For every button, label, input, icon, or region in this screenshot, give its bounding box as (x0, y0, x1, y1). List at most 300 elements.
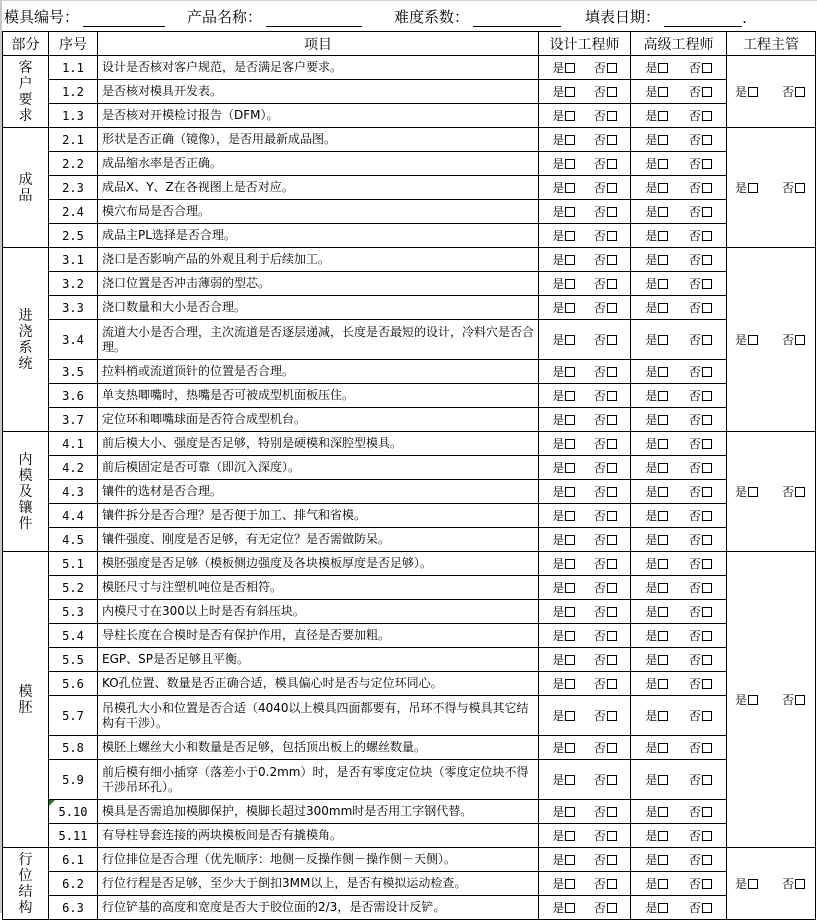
checkbox-icon[interactable] (658, 679, 668, 689)
checkbox-icon[interactable] (702, 303, 712, 313)
checkbox-icon[interactable] (702, 711, 712, 721)
checkbox-icon[interactable] (607, 439, 617, 449)
checkbox-icon[interactable] (607, 367, 617, 377)
designer-yes-option[interactable] (552, 275, 575, 292)
checkbox-icon[interactable] (702, 855, 712, 865)
checkbox-icon[interactable] (607, 775, 617, 785)
checkbox-icon[interactable] (565, 607, 575, 617)
designer-yes-option[interactable] (552, 507, 575, 524)
senior-yes-option[interactable] (645, 555, 668, 572)
senior-no-option[interactable] (689, 851, 712, 868)
senior-no-option[interactable] (689, 299, 712, 316)
checkbox-icon[interactable] (702, 391, 712, 401)
manager-no-option[interactable] (782, 483, 805, 500)
checkbox-icon[interactable] (565, 335, 575, 345)
senior-no-option[interactable] (689, 363, 712, 380)
designer-yes-option[interactable] (552, 803, 575, 820)
checkbox-icon[interactable] (607, 135, 617, 145)
checkbox-icon[interactable] (565, 903, 575, 913)
checkbox-icon[interactable] (565, 367, 575, 377)
checkbox-icon[interactable] (565, 487, 575, 497)
checkbox-icon[interactable] (565, 159, 575, 169)
checkbox-icon[interactable] (702, 87, 712, 97)
checkbox-icon[interactable] (658, 903, 668, 913)
checkbox-icon[interactable] (607, 631, 617, 641)
designer-yes-option[interactable] (552, 603, 575, 620)
designer-no-option[interactable] (594, 531, 617, 548)
senior-yes-option[interactable] (645, 627, 668, 644)
senior-yes-option[interactable] (645, 179, 668, 196)
checkbox-icon[interactable] (607, 583, 617, 593)
checkbox-icon[interactable] (565, 87, 575, 97)
checkbox-icon[interactable] (702, 135, 712, 145)
designer-yes-option[interactable] (552, 827, 575, 844)
senior-no-option[interactable] (689, 875, 712, 892)
checkbox-icon[interactable] (565, 743, 575, 753)
checkbox-icon[interactable] (702, 559, 712, 569)
senior-no-option[interactable] (689, 131, 712, 148)
checkbox-icon[interactable] (702, 463, 712, 473)
designer-no-option[interactable] (594, 179, 617, 196)
checkbox-icon[interactable] (658, 879, 668, 889)
checkbox-icon[interactable] (658, 303, 668, 313)
designer-yes-option[interactable] (552, 851, 575, 868)
checkbox-icon[interactable] (702, 807, 712, 817)
checkbox-icon[interactable] (702, 367, 712, 377)
manager-no-option[interactable] (782, 691, 805, 708)
designer-yes-option[interactable] (552, 771, 575, 788)
checkbox-icon[interactable] (607, 463, 617, 473)
senior-yes-option[interactable] (645, 59, 668, 76)
senior-yes-option[interactable] (645, 131, 668, 148)
checkbox-icon[interactable] (658, 279, 668, 289)
checkbox-icon[interactable] (658, 255, 668, 265)
checkbox-icon[interactable] (658, 583, 668, 593)
checkbox-icon[interactable] (702, 583, 712, 593)
checkbox-icon[interactable] (565, 463, 575, 473)
mold-number-input[interactable] (83, 10, 165, 27)
checkbox-icon[interactable] (565, 583, 575, 593)
checkbox-icon[interactable] (565, 711, 575, 721)
checkbox-icon[interactable] (607, 743, 617, 753)
designer-no-option[interactable] (594, 803, 617, 820)
checkbox-icon[interactable] (795, 335, 805, 345)
senior-yes-option[interactable] (645, 331, 668, 348)
checkbox-icon[interactable] (702, 655, 712, 665)
designer-no-option[interactable] (594, 435, 617, 452)
senior-no-option[interactable] (689, 579, 712, 596)
designer-yes-option[interactable] (552, 131, 575, 148)
senior-no-option[interactable] (689, 275, 712, 292)
senior-no-option[interactable] (689, 227, 712, 244)
senior-no-option[interactable] (689, 739, 712, 756)
checkbox-icon[interactable] (607, 159, 617, 169)
senior-yes-option[interactable] (645, 299, 668, 316)
checkbox-icon[interactable] (658, 855, 668, 865)
checkbox-icon[interactable] (565, 63, 575, 73)
checkbox-icon[interactable] (607, 807, 617, 817)
senior-yes-option[interactable] (645, 603, 668, 620)
senior-no-option[interactable] (689, 675, 712, 692)
designer-no-option[interactable] (594, 411, 617, 428)
designer-no-option[interactable] (594, 155, 617, 172)
checkbox-icon[interactable] (702, 159, 712, 169)
designer-yes-option[interactable] (552, 331, 575, 348)
checkbox-icon[interactable] (658, 607, 668, 617)
designer-no-option[interactable] (594, 899, 617, 916)
checkbox-icon[interactable] (565, 231, 575, 241)
checkbox-icon[interactable] (607, 303, 617, 313)
checkbox-icon[interactable] (565, 439, 575, 449)
checkbox-icon[interactable] (565, 879, 575, 889)
manager-yes-option[interactable] (735, 83, 758, 100)
checkbox-icon[interactable] (748, 87, 758, 97)
checkbox-icon[interactable] (658, 135, 668, 145)
checkbox-icon[interactable] (658, 183, 668, 193)
designer-no-option[interactable] (594, 675, 617, 692)
senior-yes-option[interactable] (645, 459, 668, 476)
checkbox-icon[interactable] (658, 335, 668, 345)
checkbox-icon[interactable] (702, 831, 712, 841)
senior-yes-option[interactable] (645, 363, 668, 380)
senior-yes-option[interactable] (645, 851, 668, 868)
designer-no-option[interactable] (594, 739, 617, 756)
checkbox-icon[interactable] (565, 831, 575, 841)
checkbox-icon[interactable] (565, 135, 575, 145)
senior-no-option[interactable] (689, 387, 712, 404)
designer-no-option[interactable] (594, 275, 617, 292)
checkbox-icon[interactable] (607, 183, 617, 193)
checkbox-icon[interactable] (565, 111, 575, 121)
checkbox-icon[interactable] (658, 511, 668, 521)
designer-yes-option[interactable] (552, 203, 575, 220)
senior-no-option[interactable] (689, 251, 712, 268)
checkbox-icon[interactable] (658, 207, 668, 217)
checkbox-icon[interactable] (565, 631, 575, 641)
designer-no-option[interactable] (594, 771, 617, 788)
checkbox-icon[interactable] (607, 487, 617, 497)
checkbox-icon[interactable] (748, 879, 758, 889)
checkbox-icon[interactable] (702, 631, 712, 641)
senior-no-option[interactable] (689, 651, 712, 668)
senior-no-option[interactable] (689, 899, 712, 916)
senior-yes-option[interactable] (645, 435, 668, 452)
checkbox-icon[interactable] (702, 743, 712, 753)
senior-yes-option[interactable] (645, 579, 668, 596)
manager-no-option[interactable] (782, 875, 805, 892)
senior-yes-option[interactable] (645, 827, 668, 844)
checkbox-icon[interactable] (702, 775, 712, 785)
checkbox-icon[interactable] (702, 903, 712, 913)
checkbox-icon[interactable] (565, 807, 575, 817)
senior-yes-option[interactable] (645, 227, 668, 244)
senior-no-option[interactable] (689, 411, 712, 428)
designer-no-option[interactable] (594, 203, 617, 220)
designer-yes-option[interactable] (552, 707, 575, 724)
checkbox-icon[interactable] (607, 879, 617, 889)
manager-yes-option[interactable] (735, 331, 758, 348)
designer-yes-option[interactable] (552, 155, 575, 172)
checkbox-icon[interactable] (658, 367, 668, 377)
checkbox-icon[interactable] (607, 111, 617, 121)
checkbox-icon[interactable] (607, 535, 617, 545)
checkbox-icon[interactable] (565, 855, 575, 865)
checkbox-icon[interactable] (795, 695, 805, 705)
designer-yes-option[interactable] (552, 579, 575, 596)
designer-no-option[interactable] (594, 83, 617, 100)
senior-no-option[interactable] (689, 555, 712, 572)
checkbox-icon[interactable] (795, 487, 805, 497)
senior-no-option[interactable] (689, 507, 712, 524)
senior-yes-option[interactable] (645, 507, 668, 524)
checkbox-icon[interactable] (702, 679, 712, 689)
checkbox-icon[interactable] (658, 463, 668, 473)
checkbox-icon[interactable] (795, 87, 805, 97)
designer-no-option[interactable] (594, 459, 617, 476)
checkbox-icon[interactable] (607, 711, 617, 721)
senior-yes-option[interactable] (645, 771, 668, 788)
checkbox-icon[interactable] (658, 87, 668, 97)
senior-no-option[interactable] (689, 803, 712, 820)
checkbox-icon[interactable] (607, 335, 617, 345)
senior-yes-option[interactable] (645, 411, 668, 428)
checkbox-icon[interactable] (702, 255, 712, 265)
designer-no-option[interactable] (594, 299, 617, 316)
designer-no-option[interactable] (594, 59, 617, 76)
senior-yes-option[interactable] (645, 707, 668, 724)
checkbox-icon[interactable] (658, 63, 668, 73)
checkbox-icon[interactable] (607, 87, 617, 97)
checkbox-icon[interactable] (702, 607, 712, 617)
checkbox-icon[interactable] (565, 415, 575, 425)
checkbox-icon[interactable] (565, 207, 575, 217)
senior-no-option[interactable] (689, 203, 712, 220)
designer-no-option[interactable] (594, 851, 617, 868)
checkbox-icon[interactable] (702, 63, 712, 73)
checkbox-icon[interactable] (565, 655, 575, 665)
manager-no-option[interactable] (782, 83, 805, 100)
senior-no-option[interactable] (689, 83, 712, 100)
manager-yes-option[interactable] (735, 179, 758, 196)
designer-yes-option[interactable] (552, 227, 575, 244)
checkbox-icon[interactable] (658, 559, 668, 569)
designer-yes-option[interactable] (552, 627, 575, 644)
checkbox-icon[interactable] (702, 183, 712, 193)
designer-yes-option[interactable] (552, 107, 575, 124)
senior-yes-option[interactable] (645, 275, 668, 292)
senior-yes-option[interactable] (645, 875, 668, 892)
senior-no-option[interactable] (689, 331, 712, 348)
designer-no-option[interactable] (594, 651, 617, 668)
checkbox-icon[interactable] (748, 695, 758, 705)
designer-no-option[interactable] (594, 227, 617, 244)
checkbox-icon[interactable] (702, 511, 712, 521)
checkbox-icon[interactable] (607, 279, 617, 289)
designer-yes-option[interactable] (552, 411, 575, 428)
checkbox-icon[interactable] (565, 255, 575, 265)
designer-no-option[interactable] (594, 627, 617, 644)
designer-no-option[interactable] (594, 387, 617, 404)
designer-yes-option[interactable] (552, 531, 575, 548)
checkbox-icon[interactable] (658, 831, 668, 841)
designer-yes-option[interactable] (552, 59, 575, 76)
checkbox-icon[interactable] (565, 391, 575, 401)
senior-no-option[interactable] (689, 179, 712, 196)
designer-yes-option[interactable] (552, 387, 575, 404)
manager-yes-option[interactable] (735, 875, 758, 892)
checkbox-icon[interactable] (607, 207, 617, 217)
designer-yes-option[interactable] (552, 675, 575, 692)
checkbox-icon[interactable] (607, 63, 617, 73)
checkbox-icon[interactable] (565, 535, 575, 545)
checkbox-icon[interactable] (658, 415, 668, 425)
checkbox-icon[interactable] (658, 775, 668, 785)
senior-yes-option[interactable] (645, 531, 668, 548)
checkbox-icon[interactable] (658, 231, 668, 241)
designer-yes-option[interactable] (552, 435, 575, 452)
designer-no-option[interactable] (594, 555, 617, 572)
senior-no-option[interactable] (689, 827, 712, 844)
checkbox-icon[interactable] (702, 439, 712, 449)
senior-yes-option[interactable] (645, 155, 668, 172)
manager-no-option[interactable] (782, 331, 805, 348)
senior-yes-option[interactable] (645, 83, 668, 100)
designer-no-option[interactable] (594, 483, 617, 500)
checkbox-icon[interactable] (607, 831, 617, 841)
checkbox-icon[interactable] (795, 879, 805, 889)
checkbox-icon[interactable] (565, 511, 575, 521)
senior-yes-option[interactable] (645, 739, 668, 756)
senior-yes-option[interactable] (645, 675, 668, 692)
senior-yes-option[interactable] (645, 251, 668, 268)
designer-yes-option[interactable] (552, 299, 575, 316)
senior-no-option[interactable] (689, 627, 712, 644)
senior-yes-option[interactable] (645, 387, 668, 404)
fill-date-input[interactable] (664, 10, 742, 27)
checkbox-icon[interactable] (607, 903, 617, 913)
checkbox-icon[interactable] (702, 231, 712, 241)
designer-no-option[interactable] (594, 107, 617, 124)
designer-yes-option[interactable] (552, 83, 575, 100)
designer-yes-option[interactable] (552, 739, 575, 756)
designer-yes-option[interactable] (552, 875, 575, 892)
checkbox-icon[interactable] (702, 335, 712, 345)
designer-yes-option[interactable] (552, 459, 575, 476)
checkbox-icon[interactable] (658, 535, 668, 545)
checkbox-icon[interactable] (607, 415, 617, 425)
checkbox-icon[interactable] (748, 487, 758, 497)
checkbox-icon[interactable] (702, 535, 712, 545)
manager-yes-option[interactable] (735, 483, 758, 500)
designer-no-option[interactable] (594, 827, 617, 844)
designer-no-option[interactable] (594, 131, 617, 148)
designer-yes-option[interactable] (552, 179, 575, 196)
senior-no-option[interactable] (689, 435, 712, 452)
checkbox-icon[interactable] (702, 487, 712, 497)
comment-indicator-icon[interactable] (49, 800, 55, 806)
designer-no-option[interactable] (594, 579, 617, 596)
designer-yes-option[interactable] (552, 651, 575, 668)
senior-yes-option[interactable] (645, 483, 668, 500)
checkbox-icon[interactable] (607, 679, 617, 689)
checkbox-icon[interactable] (702, 415, 712, 425)
difficulty-input[interactable] (473, 10, 561, 27)
senior-no-option[interactable] (689, 483, 712, 500)
checkbox-icon[interactable] (607, 391, 617, 401)
product-name-input[interactable] (266, 10, 362, 27)
checkbox-icon[interactable] (607, 655, 617, 665)
checkbox-icon[interactable] (658, 111, 668, 121)
checkbox-icon[interactable] (565, 775, 575, 785)
designer-yes-option[interactable] (552, 363, 575, 380)
checkbox-icon[interactable] (607, 511, 617, 521)
senior-no-option[interactable] (689, 531, 712, 548)
manager-yes-option[interactable] (735, 691, 758, 708)
senior-yes-option[interactable] (645, 203, 668, 220)
checkbox-icon[interactable] (565, 303, 575, 313)
designer-yes-option[interactable] (552, 483, 575, 500)
checkbox-icon[interactable] (795, 183, 805, 193)
senior-no-option[interactable] (689, 459, 712, 476)
manager-no-option[interactable] (782, 179, 805, 196)
checkbox-icon[interactable] (607, 559, 617, 569)
checkbox-icon[interactable] (565, 679, 575, 689)
checkbox-icon[interactable] (658, 631, 668, 641)
checkbox-icon[interactable] (607, 855, 617, 865)
checkbox-icon[interactable] (702, 279, 712, 289)
checkbox-icon[interactable] (748, 335, 758, 345)
senior-no-option[interactable] (689, 107, 712, 124)
checkbox-icon[interactable] (658, 655, 668, 665)
senior-no-option[interactable] (689, 771, 712, 788)
senior-yes-option[interactable] (645, 651, 668, 668)
checkbox-icon[interactable] (565, 279, 575, 289)
designer-yes-option[interactable] (552, 555, 575, 572)
checkbox-icon[interactable] (702, 111, 712, 121)
senior-no-option[interactable] (689, 155, 712, 172)
designer-no-option[interactable] (594, 331, 617, 348)
senior-no-option[interactable] (689, 59, 712, 76)
checkbox-icon[interactable] (702, 879, 712, 889)
checkbox-icon[interactable] (658, 711, 668, 721)
checkbox-icon[interactable] (658, 439, 668, 449)
designer-no-option[interactable] (594, 603, 617, 620)
senior-yes-option[interactable] (645, 107, 668, 124)
checkbox-icon[interactable] (748, 183, 758, 193)
designer-yes-option[interactable] (552, 899, 575, 916)
checkbox-icon[interactable] (607, 231, 617, 241)
checkbox-icon[interactable] (565, 559, 575, 569)
designer-no-option[interactable] (594, 363, 617, 380)
designer-no-option[interactable] (594, 875, 617, 892)
checkbox-icon[interactable] (658, 391, 668, 401)
checkbox-icon[interactable] (658, 743, 668, 753)
designer-yes-option[interactable] (552, 251, 575, 268)
checkbox-icon[interactable] (658, 807, 668, 817)
designer-no-option[interactable] (594, 507, 617, 524)
senior-yes-option[interactable] (645, 803, 668, 820)
senior-no-option[interactable] (689, 603, 712, 620)
designer-no-option[interactable] (594, 707, 617, 724)
checkbox-icon[interactable] (607, 255, 617, 265)
designer-no-option[interactable] (594, 251, 617, 268)
checkbox-icon[interactable] (702, 207, 712, 217)
senior-yes-option[interactable] (645, 899, 668, 916)
checkbox-icon[interactable] (565, 183, 575, 193)
checkbox-icon[interactable] (658, 487, 668, 497)
checkbox-icon[interactable] (607, 607, 617, 617)
checkbox-icon[interactable] (658, 159, 668, 169)
